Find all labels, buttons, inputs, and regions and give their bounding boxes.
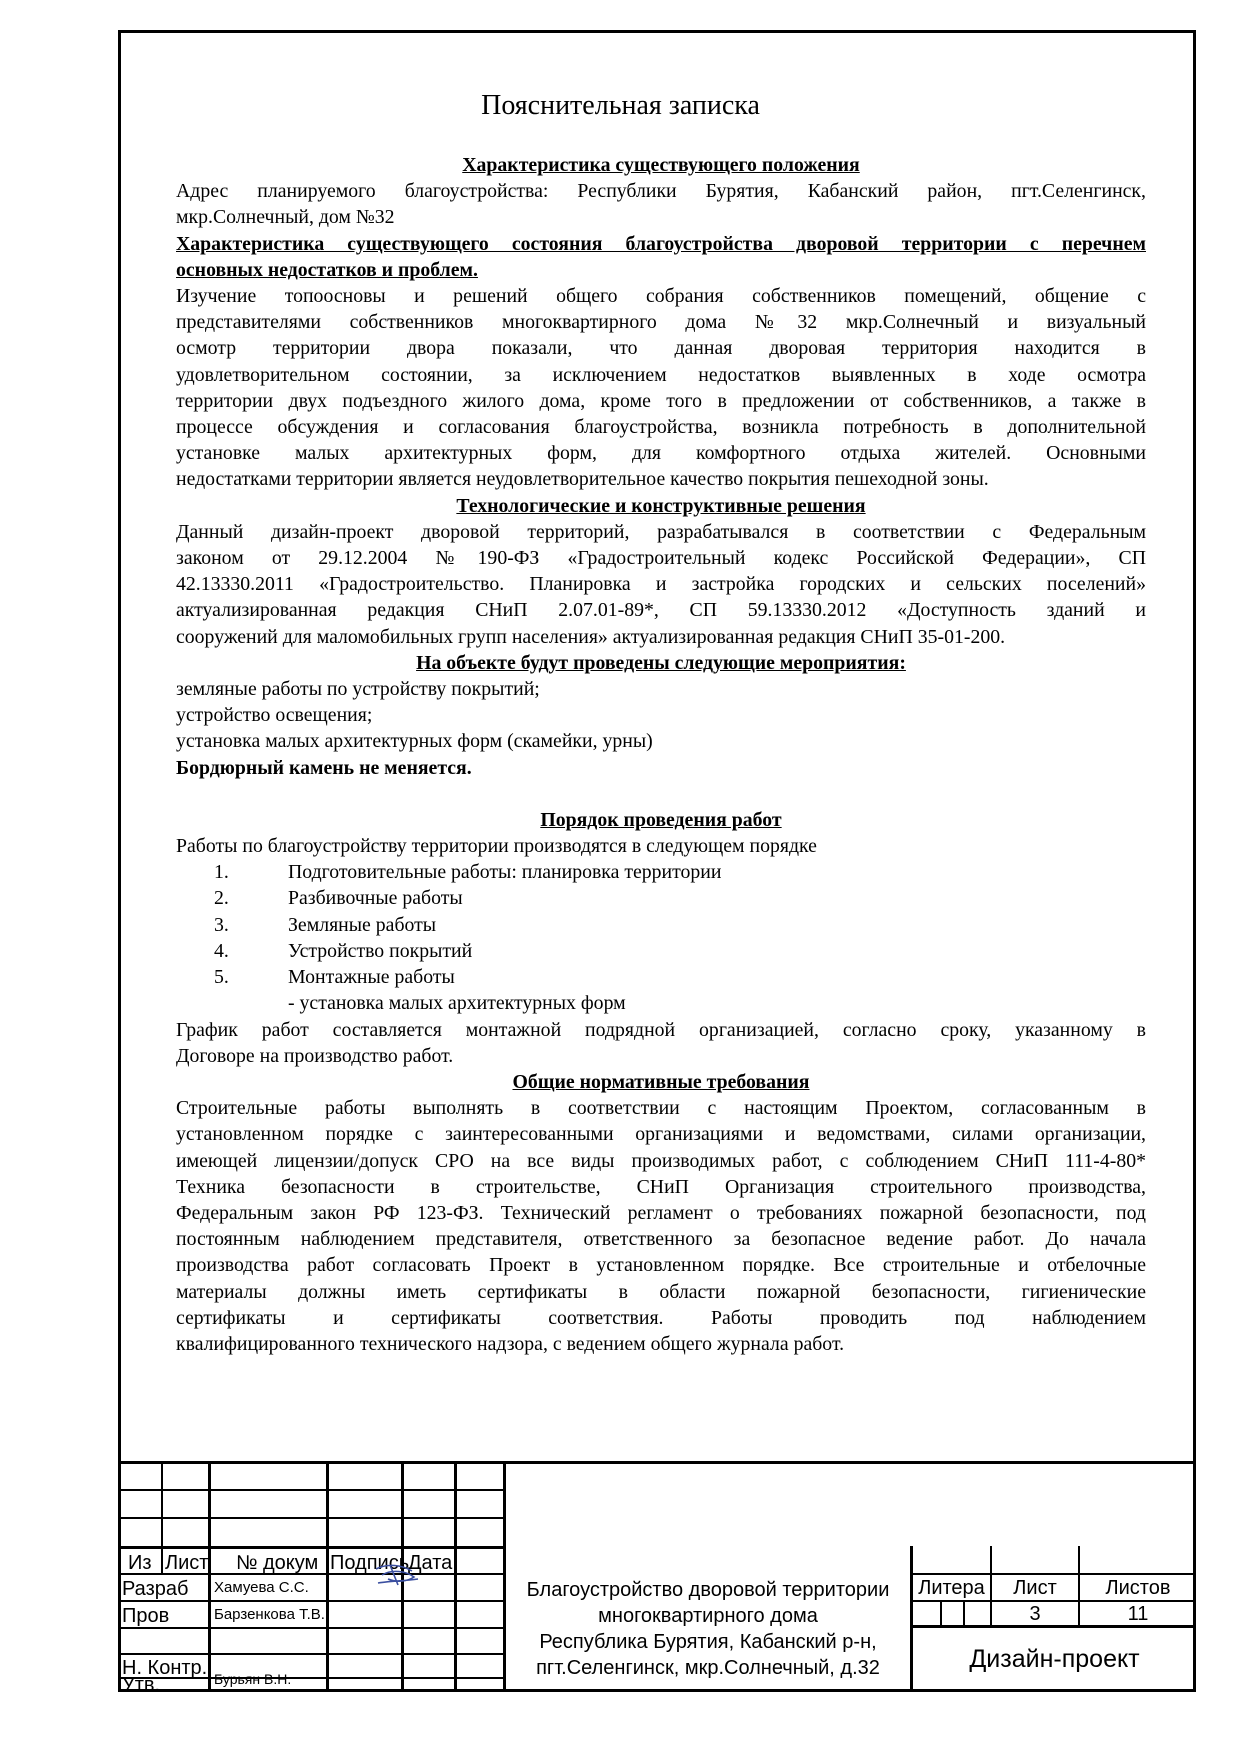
address-line: Адрес планируемого благоустройства: Республики Бурятия, Кабанский район, пгт.Селенгинск, — [176, 180, 1146, 203]
list-item: 5. Монтажные работы — [214, 966, 455, 989]
list-item: 3. Земляные работы — [214, 913, 437, 936]
paragraph-line: постоянным наблюдением представителя, ответственного за безопасное ведение работ. До начала — [176, 1228, 1146, 1251]
section-heading-state: основных недостатков и проблем. — [176, 258, 478, 281]
project-title-line: Республика Бурятия, Кабанский р-н, — [539, 1631, 877, 1653]
paragraph-line: имеющей лицензии/допуск СРО на все виды производимых работ, с соблюдением СНиП 111-4-80* — [176, 1149, 1146, 1172]
section-heading-state: Характеристика существующего состояния благоустройства дворовой территории с перечнем — [176, 232, 1146, 255]
paragraph-line: сертификаты и сертификаты соответствия. Работы проводить под наблюдением — [176, 1306, 1146, 1329]
address-line: мкр.Солнечный, дом №32 — [176, 206, 395, 229]
order-subitem: - установка малых архитектурных форм — [288, 992, 626, 1015]
list-item: 1. Подготовительные работы: планировка территории — [214, 861, 722, 884]
list-item: 4. Устройство покрытий — [214, 939, 473, 962]
section-heading-existing: Характеристика существующего положения — [462, 154, 860, 176]
paragraph-line: осмотр территории двора показали, что данная дворовая территория находится в — [176, 337, 1146, 360]
litera-label: Литера — [918, 1577, 985, 1599]
paragraph-line: установке малых архитектурных форм, для комфортного отдыха жителей. Основными — [176, 442, 1146, 465]
header-date: Дата — [408, 1552, 453, 1574]
paragraph-line: Договоре на производство работ. — [176, 1044, 454, 1067]
section-heading-measures: На объекте будут проведены следующие мероприятия: — [416, 651, 906, 674]
paragraph-line: установленном порядке с заинтересованными организациями и ведомствами, силами организации, — [176, 1123, 1146, 1146]
section-heading-norms: Общие нормативные требования — [512, 1070, 810, 1093]
paragraph-line: территории двух подъездного жилого дома, кроме того в предложении от собственников, а также в — [176, 389, 1146, 412]
paragraph-line: 42.13330.2011 «Градостроительство. Планировка и застройка городских и сельских поселений» — [176, 573, 1146, 596]
paragraph-line: материалы должны иметь сертификаты в области пожарной безопасности, гигиенические — [176, 1280, 1146, 1303]
paragraph-line: Федеральным закон РФ 123-ФЗ. Технический регламент о требованиях пожарной безопасности, под — [176, 1201, 1146, 1224]
measure-item: установка малых архитектурных форм (скамейки, урны) — [176, 730, 653, 753]
paragraph-line: законом от 29.12.2004 №190-ФЗ «Градостроительный кодекс Российской Федерации», СП — [176, 547, 1146, 570]
order-steps-list — [176, 859, 1146, 990]
measure-item: устройство освещения; — [176, 704, 373, 727]
paragraph-line: недостатками территории является неудовлетворительное качество покрытия пешеходной зоны. — [176, 468, 989, 491]
paragraph-line: Изучение топоосновы и решений общего собрания собственников помещений, общение с — [176, 285, 1146, 308]
section-heading-tech: Технологические и конструктивные решения — [456, 494, 866, 517]
header-list: Лист — [165, 1552, 209, 1574]
header-signature: Подпись — [330, 1552, 410, 1574]
paragraph-line: квалифицированного технического надзора, с ведением общего журнала работ. — [176, 1332, 845, 1355]
razrab-name: Хамуева С.С. — [214, 1579, 309, 1596]
prov-label: Пров — [122, 1605, 170, 1627]
paragraph-line: удовлетворительном состоянии, за исключением недостатков выявленных в ходе осмотра — [176, 363, 1146, 386]
curb-note: Бордюрный камень не меняется. — [176, 756, 472, 779]
stage-label: Дизайн-проект — [969, 1645, 1140, 1673]
nkontr-label: Н. Контр. — [122, 1657, 208, 1679]
sheet-label: Лист — [1013, 1577, 1057, 1599]
paragraph-line: Строительные работы выполнять в соответствии с настоящим Проектом, согласованным в — [176, 1097, 1146, 1120]
title-block — [118, 1461, 1196, 1696]
utv-label: Утв. — [122, 1674, 161, 1696]
project-title-line: многоквартирного дома — [598, 1605, 818, 1627]
prov-name: Барзенкова Т.В. — [214, 1606, 325, 1623]
paragraph-line: сооружений для маломобильных групп населения» актуализированная редакция СНиП 35-01-200. — [176, 625, 1006, 648]
paragraph-line: Данный дизайн-проект дворовой территорий, разрабатывался в соответствии с Федеральным — [176, 520, 1146, 543]
paragraph-line: производства работ согласовать Проект в установленном порядке. Все строительные и отбелочные — [176, 1254, 1146, 1277]
paragraph-line: Техника безопасности в строительстве, СНиП Организация строительного производства, — [176, 1175, 1146, 1198]
sheet-value: 3 — [1029, 1603, 1041, 1625]
sheets-label: Листов — [1105, 1577, 1171, 1599]
paragraph-line: представителями собственников многоквартирного дома №32 мкр.Солнечный и визуальный — [176, 311, 1146, 334]
measure-item: земляные работы по устройству покрытий; — [176, 678, 540, 701]
paragraph-line: График работ составляется монтажной подрядной организацией, согласно сроку, указанному в — [176, 1018, 1146, 1041]
section-heading-order: Порядок проведения работ — [540, 808, 782, 831]
page-title: Пояснительная записка — [481, 90, 760, 121]
sheets-value: 11 — [1127, 1603, 1149, 1625]
utv-name: Бурьян В.Н. — [214, 1671, 292, 1687]
header-doc-no: № докум — [236, 1552, 319, 1574]
signature-mark — [368, 1557, 428, 1591]
list-item: 2. Разбивочные работы — [214, 887, 463, 910]
order-intro: Работы по благоустройству территории производятся в следующем порядке — [176, 835, 817, 858]
header-iz: Из — [128, 1552, 152, 1574]
project-title-line: пгт.Селенгинск, мкр.Солнечный, д.32 — [536, 1657, 880, 1679]
document-body — [176, 152, 1146, 1357]
paragraph-line: актуализированная редакция СНиП 2.07.01-89*, СП 59.13330.2012 «Доступность зданий и — [176, 599, 1146, 622]
razrab-label: Разраб — [122, 1578, 189, 1600]
paragraph-line: процессе обсуждения и согласования благоустройства, возникла потребность в дополнительной — [176, 416, 1146, 439]
project-title-line: Благоустройство дворовой территории — [526, 1579, 890, 1601]
